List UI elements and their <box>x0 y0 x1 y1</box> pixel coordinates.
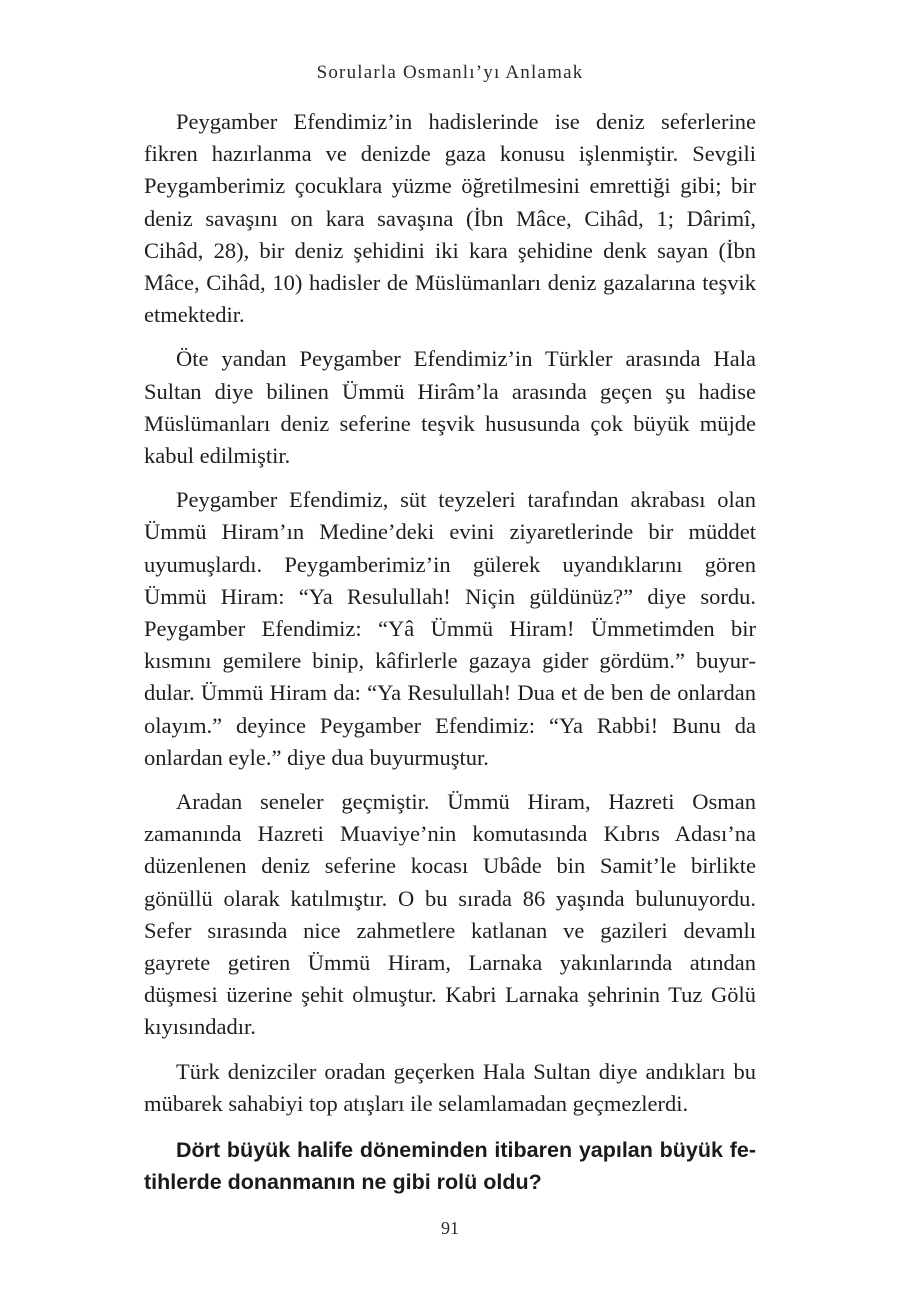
paragraph-1: Peygamber Efendimiz’in hadislerinde ise deniz seferlerine fikren hazırlanma ve denizde gaza konusu işlenmiştir. Sevgili Peygamberimiz çocuklara yüzme öğretilmesini emrettiği gibi; bir deniz savaşını on kara savaşına (İbn Mâce, Cihâd, 1; Dârimî, Cihâd, 28), bir deniz şehidini iki kara şehidine denk sayan (İbn Mâce, Cihâd, 10) hadisler de Müslümanları deniz gazalarına teşvik etmektedir. <box>144 109 756 328</box>
section-heading: Dört büyük halife döneminden itibaren yapılan büyük fetihlerde donanmanın ne gibi rolü oldu? <box>144 1138 756 1194</box>
paragraph-5: Türk denizciler oradan geçerken Hala Sultan diye andıkları bu mübarek sahabiyi top atışları ile selamlamadan geçmezlerdi. <box>144 1058 756 1116</box>
paragraph-3: Peygamber Efendimiz, süt teyzeleri tarafından akrabası olan Ümmü Hiram’ın Medine’deki evini ziyaretlerinde bir müddet uyumuşlardı. Peygamberimiz’in gülerek uyandıklarını gören Ümmü Hiram: “Ya Resulullah! Niçin güldünüz?” diye sordu. Peygamber Efendimiz: “Yâ Ümmü Hiram! Ümmetimden bir kısmını gemilere binip, kâfirlerle gazaya gider gördüm.” buyurdular. Ümmü Hiram da: “Ya Resulullah! Dua et de ben de onlardan olayım.” deyince Peygamber Efendimiz: “Ya Rabbi! Bunu da onlardan eyle.” diye dua buyurmuştur. <box>144 487 756 770</box>
paragraph-2: Öte yandan Peygamber Efendimiz’in Türkler arasında Hala Sultan diye bilinen Ümmü Hirâm’la arasında geçen şu hadise Müslümanları deniz seferine teşvik hususunda çok büyük müjde kabul edilmiştir. <box>144 346 756 469</box>
running-head: Sorularla Osmanlı’yı Anlamak <box>316 62 584 83</box>
paragraph-4: Aradan seneler geçmiştir. Ümmü Hiram, Hazreti Osman zamanında Hazreti Muaviye’nin komutasında Kıbrıs Adası’na düzenlenen deniz seferine kocası Ubâde bin Samit’le birlikte gönüllü olarak katılmıştır. O bu sırada 86 yaşında bulunuyordu. Sefer sırasında nice zahmetlere katlanan ve gazileri devamlı gayrete getiren Ümmü Hiram, Larnaka yakınlarında atından düşmesi üzerine şehit olmuştur. Kabri Larnaka şehrinin Tuz Gölü kıyısındadır. <box>144 789 756 1040</box>
body-text <box>144 106 756 1132</box>
page-number: 91 <box>441 1218 459 1238</box>
